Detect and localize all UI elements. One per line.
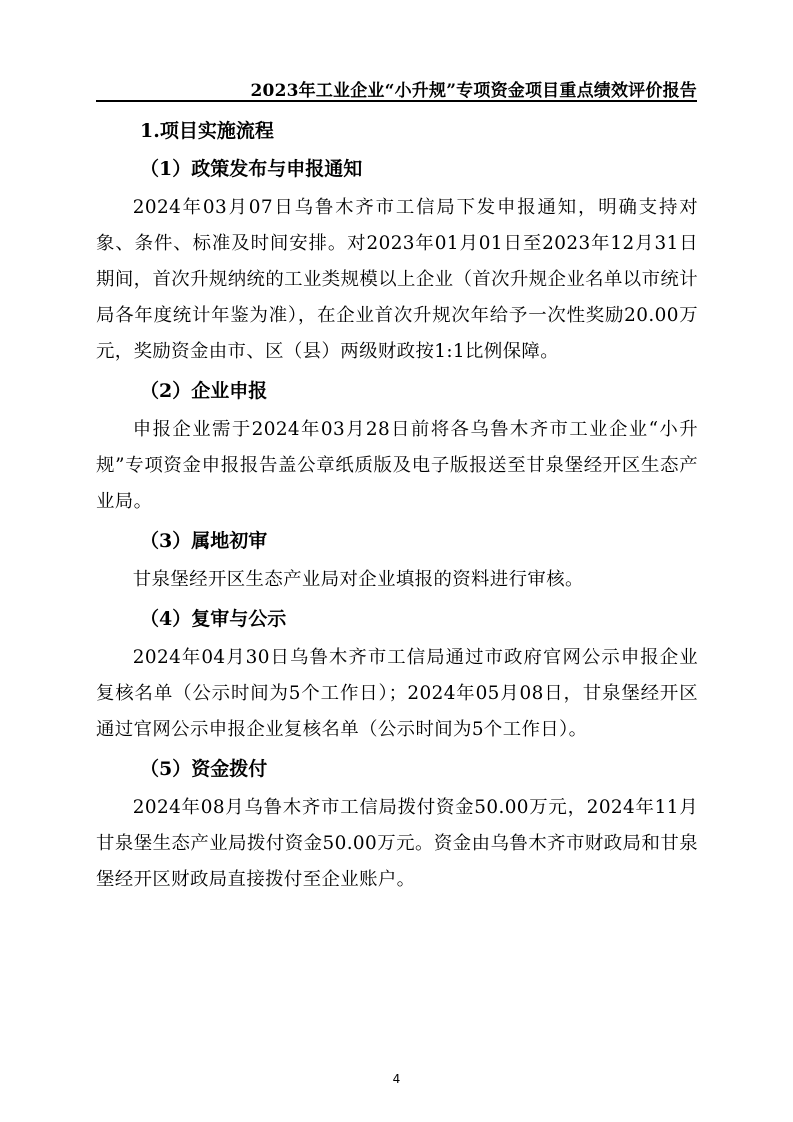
subsection-body-2: 申报企业需于2024年03月28日前将各乌鲁木齐市工业企业“小升规”专项资金申报报告盖公章纸质版及电子版报送至甘泉堡经开区生态产业局。 <box>96 419 698 512</box>
subsection-title-3: （3）属地初审 <box>140 530 268 552</box>
section-title: 1.项目实施流程 <box>140 120 274 142</box>
subsection-body-3: 甘泉堡经开区生态产业局对企业填报的资料进行审核。 <box>132 569 584 590</box>
page-number: 4 <box>392 1072 401 1086</box>
main-content <box>96 106 698 898</box>
subsection-title-1: （1）政策发布与申报通知 <box>140 158 363 180</box>
subsection-title-5: （5）资金拨付 <box>140 758 268 780</box>
subsection-body-4: 2024年04月30日乌鲁木齐市工信局通过市政府官网公示申报企业复核名单（公示时间为5个工作日）；2024年05月08日，甘泉堡经开区通过官网公示申报企业复核名单（公示时间为5个工作日）。 <box>96 647 698 740</box>
subsection-body-5: 2024年08月乌鲁木齐市工信局拨付资金50.00万元，2024年11月甘泉堡生态产业局拨付资金50.00万元。资金由乌鲁木齐市财政局和甘泉堡经开区财政局直接拨付至企业账户。 <box>96 797 698 890</box>
report-title: 2023年工业企业“小升规”专项资金项目重点绩效评价报告 <box>250 81 697 101</box>
subsection-body-1: 2024年03月07日乌鲁木齐市工信局下发申报通知，明确支持对象、条件、标准及时间安排。对2023年01月01日至2023年12月31日期间，首次升规纳统的工业类规模以上企业（首次升规企业名单以市统计局各年度统计年鉴为准），在企业首次升规次年给予一次性奖励20.00万元，奖励资金由市、区（县）两级财政按1:1比例保障。 <box>96 197 698 362</box>
header-divider <box>96 100 697 102</box>
subsection-title-4: （4）复审与公示 <box>140 608 287 630</box>
subsection-title-2: （2）企业申报 <box>140 380 268 402</box>
